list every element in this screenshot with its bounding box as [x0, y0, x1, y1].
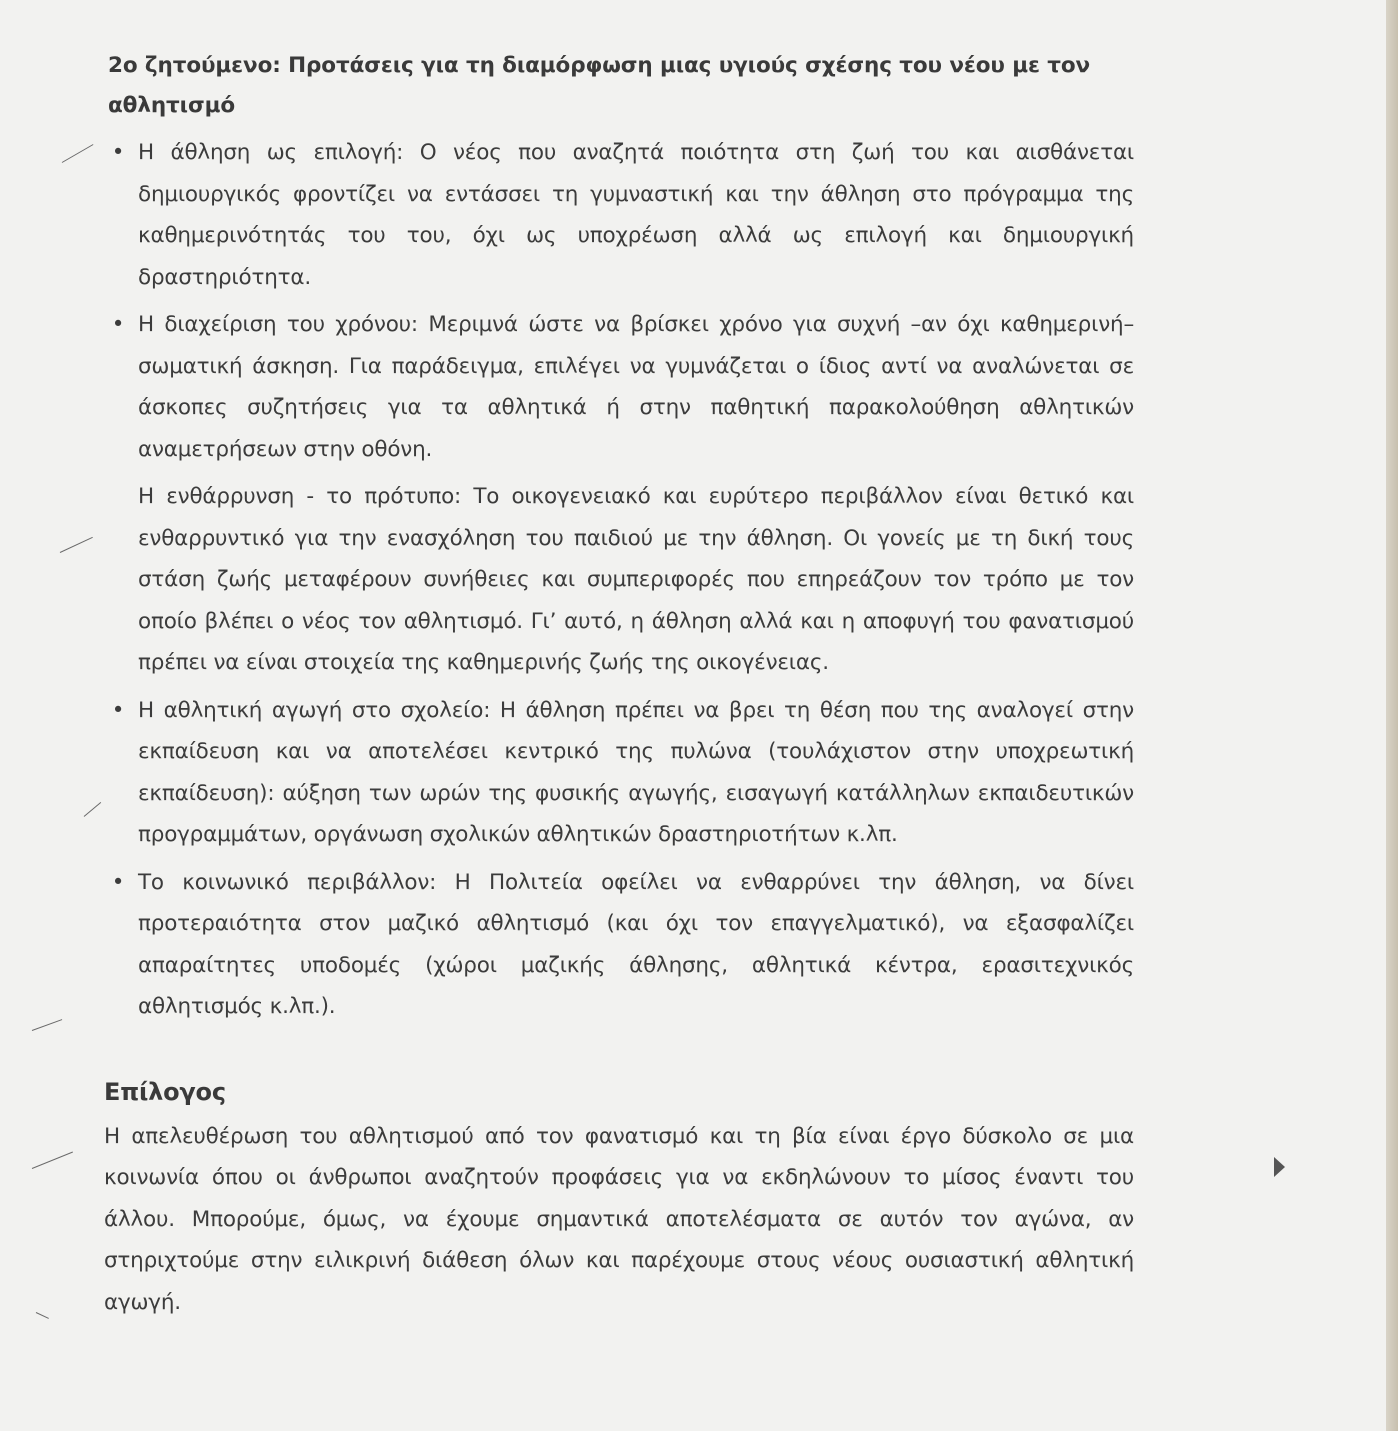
list-item-text: Η διαχείριση του χρόνου: Μεριμνά ώστε να βρίσκει χρόνο για συχνή –αν όχι καθημερινή– σωματική άσκηση. Για παράδειγμα, επιλέγει να γυμνάζεται ο ίδιος αντί να αναλώνεται σε άσκοπες συζητήσεις για τα αθλητικά ή στην παθητική παρακολούθηση αθλητικών αναμετρήσεων στην οθόνη. [138, 312, 1134, 462]
arrow-mark-icon [1274, 1157, 1285, 1177]
pencil-tick-mark [36, 1312, 49, 1319]
list-item [104, 476, 1134, 684]
bullet: • [111, 697, 125, 723]
list-item-text: Η αθλητική αγωγή στο σχολείο: Η άθληση πρέπει να βρει τη θέση που της αναλογεί στην εκπαίδευση και να αποτελέσει κεντρικό της πυλώνα (τουλάχιστον στην υποχρεωτική εκπαίδευση): αύξηση των ωρών της φυσικής αγωγής, εισαγωγή κατάλληλων εκπαιδευτικών προγραμμάτων, οργάνωση σχολικών αθλητικών δραστηριοτήτων κ.λπ. [138, 697, 1134, 847]
section-heading: 2ο ζητούμενο: Προτάσεις για τη διαμόρφωση μιας υγιούς σχέσης του νέου με τον αθλητισμό [108, 53, 1091, 118]
list-item-text: Η ενθάρρυνση - το πρότυπο: Το οικογενειακό και ευρύτερο περιβάλλον είναι θετικό και ενθαρρυντικό για την ενασχόληση του παιδιού με την άθληση. Οι γονείς με τη δική τους στάση ζωής μεταφέρουν συνήθειες και συμπεριφορές που επηρεάζουν τον τρόπο με τον οποίο βλέπει ο νέος τον αθλητισμό. Γι’ αυτό, η άθληση αλλά και η αποφυγή του φανατισμού πρέπει να είναι στοιχεία της καθημερινής ζωής της οικογένειας. [138, 484, 1134, 675]
pencil-tick-mark [32, 1019, 62, 1031]
list-item-text: Το κοινωνικό περιβάλλον: Η Πολιτεία οφείλει να ενθαρρύνει την άθληση, να δίνει προτεραιότητα στον μαζικό αθλητισμό (και όχι τον επαγγελματικό), να εξασφαλίζει απαραίτητες υποδομές (χώροι μαζικής άθλησης, αθλητικά κέντρα, ερασιτεχνικός αθλητισμός κ.λπ.). [138, 869, 1134, 1019]
bullet: • [111, 312, 125, 337]
pencil-tick-mark [32, 1152, 73, 1169]
page-content [104, 46, 1134, 1323]
pencil-tick-mark [60, 537, 93, 553]
list-item [104, 690, 1134, 856]
list-item [104, 304, 1134, 470]
list-item [104, 132, 1134, 298]
pencil-tick-mark [84, 802, 101, 817]
list-item-text: Η άθληση ως επιλογή: Ο νέος που αναζητά ποιότητα στη ζωή του και αισθάνεται δημιουργικός φροντίζει να εντάσσει τη γυμναστική και την άθληση στο πρόγραμμα της καθημερινότητάς του του, όχι ως υποχρέωση αλλά ως επιλογή και δημιουργική δραστηριότητα. [138, 140, 1134, 290]
page-edge-shadow [1386, 0, 1398, 1431]
epilogue-title: Επίλογος [104, 1077, 226, 1106]
pencil-tick-mark [62, 144, 94, 163]
bullet: • [111, 140, 125, 165]
bullet: • [111, 869, 125, 895]
epilogue-text: Η απελευθέρωση του αθλητισμού από τον φανατισμό και τη βία είναι έργο δύσκολο σε μια κοινωνία όπου οι άνθρωποι αναζητούν προφάσεις για να εκδηλώνουν το μίσος έναντι του άλλου. Μπορούμε, όμως, να έχουμε σημαντικά αποτελέσματα σε αυτόν τον αγώνα, αν στηριχτούμε στην ειλικρινή διάθεση όλων και παρέχουμε στους νέους ουσιαστική αθλητική αγωγή. [104, 1123, 1134, 1315]
list-item [104, 862, 1134, 1028]
